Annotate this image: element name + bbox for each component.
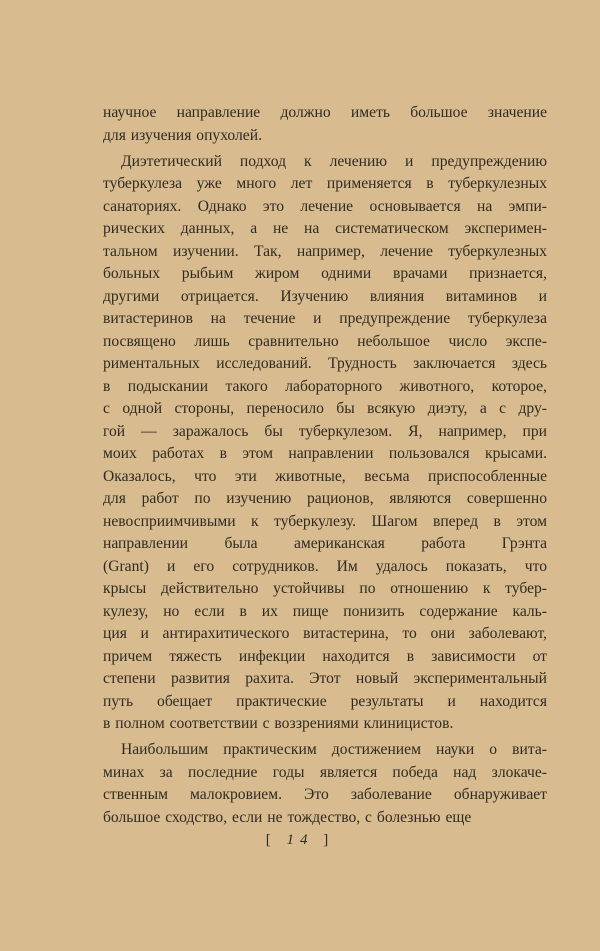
text-line: Оказалось, что эти животные, весьма приспособленные	[103, 467, 547, 485]
text-line: кулезу, но если в их пище понизить содержание каль-	[103, 602, 547, 620]
text-line: с одной стороны, переносило бы всякую диэту, а с дру-	[103, 400, 547, 417]
text-line: большое сходство, если не тождество, с болезнью еще	[103, 808, 472, 826]
text-line: рических данных, а не на систематическом эксперимен-	[103, 220, 547, 237]
text-line: ция и антирахитического витастерина, то они заболевают,	[103, 625, 547, 642]
text-line: (Grant) и его сотрудников. Им удалось показать, что	[103, 557, 547, 575]
text-line: витастеринов на течение и предупреждение туберкулеза	[103, 310, 547, 327]
text-line: невосприимчивыми к туберкулезу. Шагом вперед в этом	[103, 512, 547, 530]
text-line: в полном соответствии с воззрениями клиницистов.	[103, 715, 454, 732]
page-number	[0, 832, 600, 849]
text-line: Диэтетический подход к лечению и предупреждению	[121, 152, 547, 170]
page-body	[103, 102, 547, 833]
text-line: туберкулеза уже много лет применяется в туберкулезных	[103, 175, 547, 192]
text-line: гой — заражалось бы туберкулезом. Я, например, при	[103, 422, 547, 440]
text-line: моих работах в этом направлении пользовался крысами.	[103, 445, 547, 462]
text-line: в подыскании такого лабораторного животного, которое,	[103, 377, 547, 395]
text-line: для работ по изучению рационов, являются совершенно	[103, 490, 547, 507]
text-line: санаториях. Однако это лечение основывается на эмпи-	[103, 197, 547, 215]
text-line: научное направление должно иметь большое значение	[103, 104, 547, 121]
paragraph	[103, 102, 547, 147]
text-line: степени развития рахита. Этот новый экспериментальный	[103, 670, 547, 687]
page-number-value: 14	[286, 832, 314, 848]
text-line: путь обещает практические результаты и находится	[103, 692, 547, 710]
text-line: ственным малокровием. Это заболевание обнаруживает	[103, 786, 547, 803]
text-line: Наибольшим практическим достижением науки о вита-	[121, 741, 547, 758]
paragraph	[103, 739, 547, 829]
page-number-open-bracket: [	[265, 832, 277, 848]
text-line: для изучения опухолей.	[103, 126, 262, 144]
text-line: больных рыбьим жиром одними врачами признается,	[103, 265, 547, 282]
text-line: риментальных исследований. Трудность заключается здесь	[103, 355, 547, 372]
paragraph	[103, 151, 547, 736]
text-line: причем тяжесть инфекции находится в зависимости от	[103, 647, 547, 665]
text-line: минах за последние годы является победа над злокаче-	[103, 763, 547, 781]
text-line: крысы действительно устойчивы по отношению к тубер-	[103, 580, 547, 597]
text-line: направлении была американская работа Грэнта	[103, 535, 547, 552]
text-line: тальном изучении. Так, например, лечение туберкулезных	[103, 242, 547, 260]
text-line: посвящено лишь сравнительно небольшое число экспе-	[103, 332, 547, 350]
text-line: другими отрицается. Изучению влияния витаминов и	[103, 287, 547, 305]
page-number-close-bracket: ]	[323, 832, 335, 848]
